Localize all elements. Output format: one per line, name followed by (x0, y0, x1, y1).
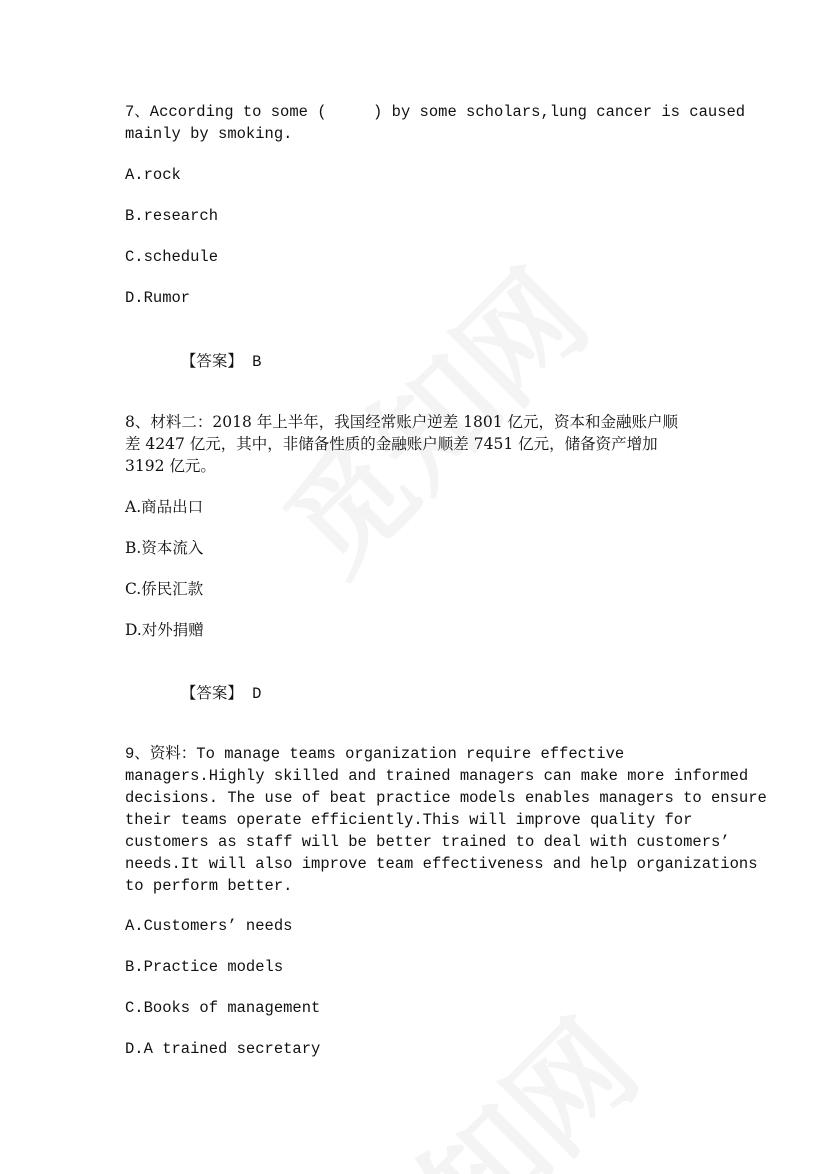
q9-option-d: D.A trained secretary (125, 1040, 321, 1058)
q8-stem-line-1: 8、材料二：2018 年上半年，我国经常账户逆差 1801 亿元，资本和金融账户顺 (125, 413, 679, 431)
q9-stem-line-1: 9、资料：To manage teams organization require effective (125, 745, 625, 763)
q7-option-b: B.research (125, 207, 219, 225)
q7-stem-line-1: 7、According to some ( ) by some scholars,lung cancer is caused (125, 103, 746, 121)
q8-option-a: A.商品出口 (125, 498, 204, 516)
q9-stem-line-7: to perform better. (125, 877, 293, 895)
q9-stem-line-4: their teams operate efficiently.This will improve quality for (125, 811, 693, 829)
q7-option-c: C.schedule (125, 248, 219, 266)
q9-option-c: C.Books of management (125, 999, 321, 1017)
q9-stem-line-2: managers.Highly skilled and trained managers can make more informed (125, 767, 749, 785)
q7-answer-value: B (252, 353, 262, 371)
q8-stem-line-3: 3192 亿元。 (125, 457, 216, 475)
q7-option-a: A.rock (125, 166, 181, 184)
q9-stem-line-6: needs.It will also improve team effectiveness and help organizations (125, 855, 758, 873)
q7-option-d: D.Rumor (125, 289, 191, 307)
q7-answer-label: 【答案】 (180, 352, 243, 370)
q8-option-c: C.侨民汇款 (125, 580, 204, 598)
q8-option-b: B.资本流入 (125, 539, 204, 557)
q7-stem-line-2: mainly by smoking. (125, 125, 293, 143)
q8-answer (125, 660, 261, 727)
watermark-logo-bottom (292, 978, 668, 1174)
q8-option-d: D.对外捐赠 (125, 621, 204, 639)
q8-stem-line-2: 差 4247 亿元，其中，非储备性质的金融账户顺差 7451 亿元，储备资产增加 (125, 435, 658, 453)
q9-stem-line-3: decisions. The use of beat practice models enables managers to ensure (125, 789, 767, 807)
q8-answer-value: D (252, 685, 262, 703)
q9-option-b: B.Practice models (125, 958, 284, 976)
q7-answer (125, 328, 261, 395)
q9-option-a: A.Customers’ needs (125, 917, 293, 935)
q8-answer-label: 【答案】 (180, 684, 243, 702)
q9-stem-line-5: customers as staff will be better trained to deal with customers’ (125, 833, 730, 851)
